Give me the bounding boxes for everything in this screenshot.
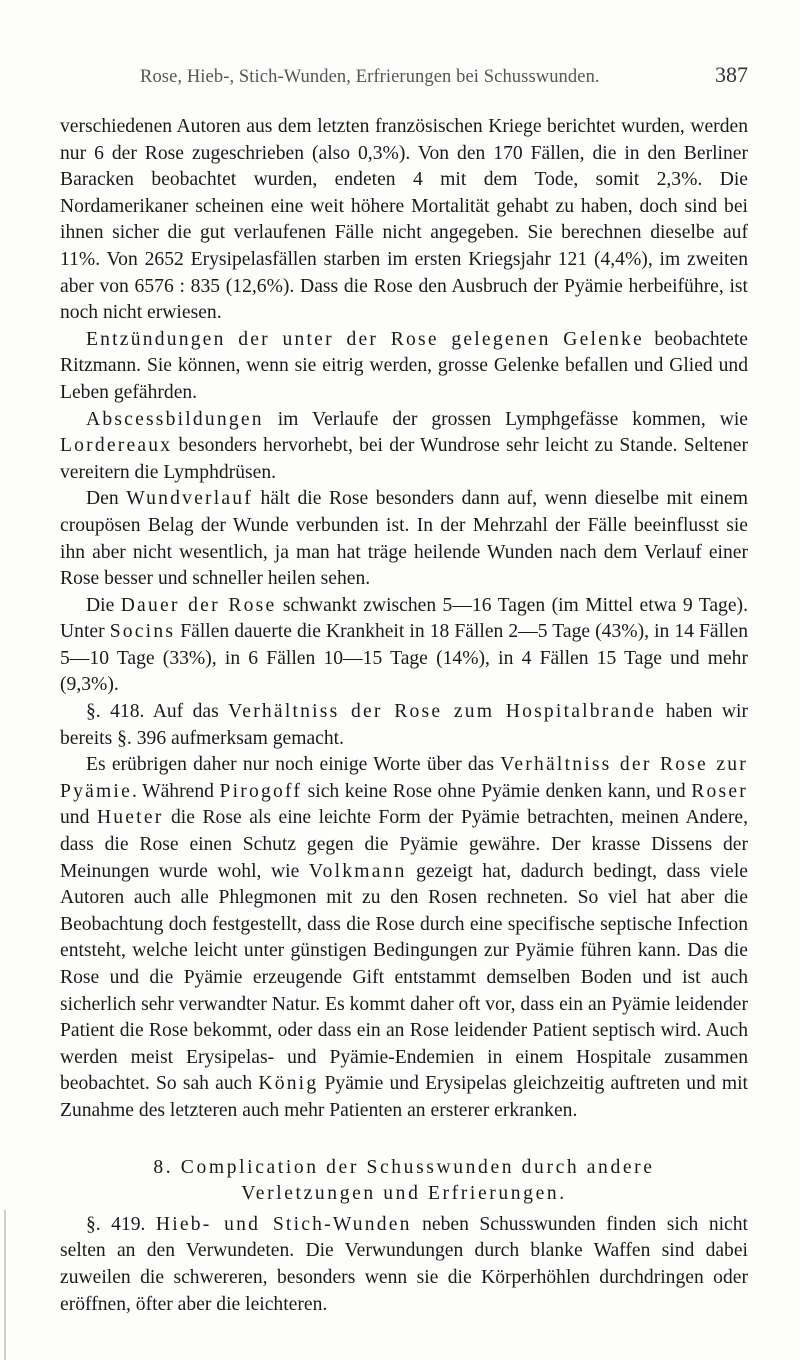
paragraph-text: Es erübrigen daher nur noch einige Worte über das	[86, 754, 501, 776]
emphasis-term: Abscessbildungen	[86, 408, 264, 430]
paragraph-text: besonders hervorhebt, bei der Wundrose sehr leicht zu Stande. Seltener vereitern die Lymphdrüsen.	[60, 435, 748, 483]
paragraph-text: haben wir bereits §. 396 aufmerksam gemacht.	[60, 701, 748, 749]
paragraph-wound-course	[60, 486, 748, 592]
emphasis-term: Hieb- und Stich-Wunden	[155, 1213, 412, 1235]
author-name: Lordereaux	[60, 435, 173, 457]
author-name: Roser	[691, 780, 748, 802]
paragraph-duration	[60, 593, 748, 699]
paragraph-pyaemia	[60, 752, 748, 1124]
emphasis-term: Dauer der Rose	[120, 594, 277, 616]
author-name: Socins	[109, 621, 176, 643]
section-heading	[60, 1155, 748, 1208]
section-heading-line: 8. Complication der Schusswunden durch andere	[153, 1156, 655, 1178]
author-name: Pirogoff	[219, 780, 303, 802]
paragraph-section-419	[60, 1212, 748, 1318]
paragraph-text: beobachtete Ritzmann. Sie können, wenn sie eitrig werden, grosse Gelenke befallen und Glied und Leben gefährden.	[60, 328, 748, 403]
paragraph-text: gezeigt hat, dadurch bedingt, dass viele Autoren auch alle Phlegmonen mit zu den Rosen rechneten. So viel hat aber die Beobachtung doch festgestellt, dass die Rose durch eine specifische septische Infection entsteht, welche leicht unter günstigen Bedingungen zur Pyämie führen kann. Das die Rose und die Pyämie erzeugende Gift entstammt demselben Boden und ist auch sicherlich sehr verwandter Natur. Es kommt daher oft vor, dass ein an Pyämie leidender Patient die Rose bekommt, oder dass ein an Rose leidender Patient septisch wird. Auch werden meist Erysipelas- und Pyämie-Endemien in einem Hospitale zusammen beobachtet. So sah auch	[60, 860, 748, 1095]
paragraph-text: §. 418. Auf das	[86, 701, 229, 723]
paragraph-text: verschiedenen Autoren aus dem letzten französischen Kriege berichtet wurden, werden nur 6 der Rose zugeschrieben (also 0,3%). Von den 170 Fällen, die in den Berliner Baracken beobachtet wurden, endeten 4 mit dem Tode, somit 2,3%. Die Nordamerikaner scheinen eine weit höhere Mortalität gehabt zu haben, doch sind bei ihnen sicher die gut verlaufenen Fälle nicht angegeben. Sie berechnen dieselbe auf 11%. Von 2652 Erysipelasfällen starben im ersten Kriegsjahr 121 (4,4%), im zweiten aber von 6576 : 835 (12,6%). Dass die Rose den Ausbruch der Pyämie herbeiführe, ist noch nicht erwiesen.	[60, 116, 748, 324]
paragraph-text: Die	[86, 594, 121, 616]
page-number: 387	[715, 62, 748, 87]
emphasis-term: Verhältniss der Rose zur Pyämie	[60, 754, 748, 802]
paragraph-joint-inflammation	[60, 327, 748, 407]
paragraph-text: die Rose als eine leichte Form der Pyämie betrachten, meinen Andere, dass die Rose einen Schutz gegen die Pyämie gewähre. Der krasse Dissens der Meinungen wurde wohl, wie	[60, 807, 748, 882]
paragraph-text: im Verlaufe der grossen Lymphgefässe kommen, wie	[263, 408, 748, 430]
paragraph-text: Fällen dauerte die Krankheit in 18 Fällen 2—5 Tage (43%), in 14 Fällen 5—10 Tage (33%), in 6 Fällen 10—15 Tage (14%), in 4 Fällen 15 Tage und mehr (9,3%).	[60, 621, 748, 696]
paragraph-statistics	[60, 114, 748, 327]
paragraph-text: neben Schusswunden finden sich nicht selten an den Verwundeten. Die Verwundungen durch blanke Waffen sind dabei zuweilen die schwereren, besonders wenn sie die Körperhöhlen durchdringen oder eröffnen, öfter aber die leichteren.	[60, 1213, 748, 1315]
paragraph-text: §. 419.	[86, 1213, 156, 1235]
paragraph-text: sich keine Rose ohne Pyämie denken kann, und	[302, 780, 692, 802]
paragraph-text: hält die Rose besonders dann auf, wenn dieselbe mit einem croupösen Belag der Wunde verbunden ist. In der Mehrzahl der Fälle beeinflusst sie ihn aber nicht wesentlich, ja man hat träge heilende Wunden nach dem Verlauf einer Rose besser und schneller heilen sehen.	[60, 488, 748, 590]
emphasis-term: Wundverlauf	[126, 488, 253, 510]
paragraph-text: Den	[86, 488, 127, 510]
paragraph-text: . Während	[131, 780, 220, 802]
running-title: Rose, Hieb-, Stich-Wunden, Erfrierungen bei Schusswunden.	[140, 67, 600, 87]
paragraph-section-418	[60, 699, 748, 752]
emphasis-term: Entzündungen der unter der Rose gelegenen Gelenke	[86, 328, 644, 350]
body-text	[60, 114, 748, 1318]
emphasis-term: Verhältniss der Rose zum Hospitalbrande	[228, 701, 657, 723]
paragraph-abscess	[60, 407, 748, 487]
author-name: Volkmann	[308, 860, 407, 882]
section-heading-line: Verletzungen und Erfrierungen.	[241, 1183, 567, 1205]
paragraph-text: Pyämie und Erysipelas gleichzeitig auftreten und mit Zunahme des letzteren auch mehr Patienten an ersterer erkranken.	[60, 1073, 749, 1121]
author-name: König	[258, 1073, 319, 1095]
author-name: Hueter	[96, 807, 164, 829]
running-head	[140, 62, 748, 88]
paragraph-text: und	[60, 807, 97, 829]
paragraph-text: schwankt zwischen 5—16 Tagen (im Mittel etwa 9 Tage). Unter	[60, 594, 748, 643]
page-edge-mark	[4, 1210, 6, 1360]
